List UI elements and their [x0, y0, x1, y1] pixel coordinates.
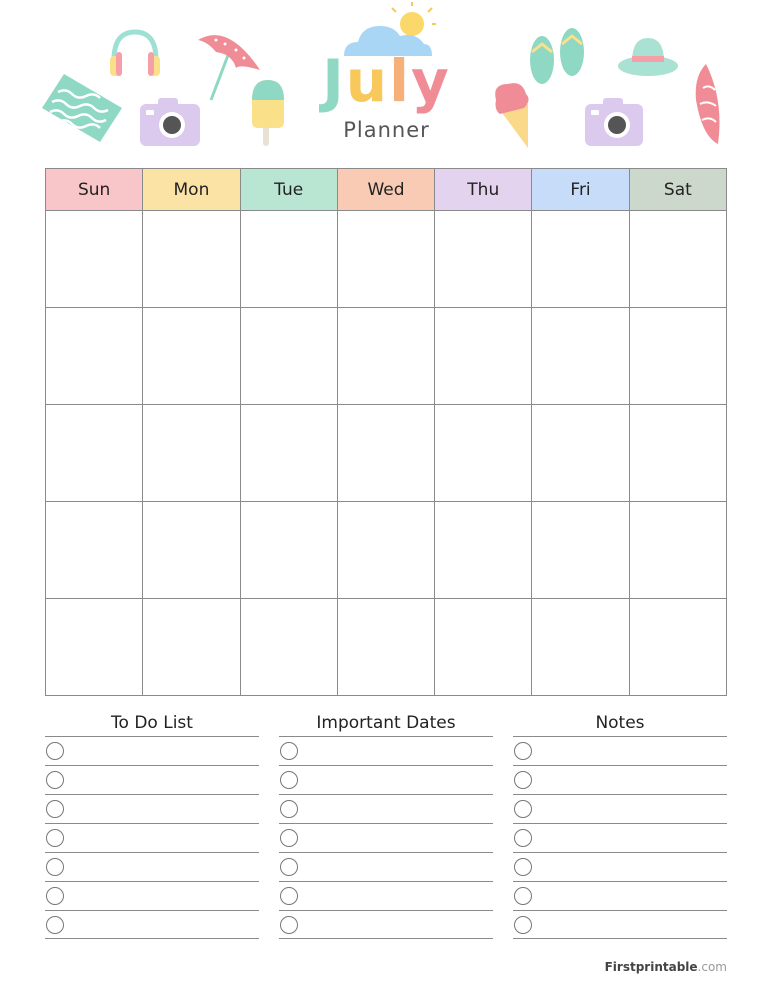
calendar-day-cell[interactable]: [46, 308, 143, 405]
list-item[interactable]: [513, 852, 727, 881]
calendar-day-cell[interactable]: [240, 405, 337, 502]
list-item[interactable]: [513, 765, 727, 794]
calendar-day-cell[interactable]: [629, 308, 726, 405]
list-item[interactable]: [279, 881, 493, 910]
title-letter: u: [345, 47, 390, 115]
list-item[interactable]: [45, 794, 259, 823]
weekday-thu: Thu: [435, 169, 532, 211]
calendar-day-cell[interactable]: [337, 308, 434, 405]
calendar-day-cell[interactable]: [46, 211, 143, 308]
checkbox-circle[interactable]: [46, 829, 64, 847]
sun-icon: [392, 2, 436, 36]
list-item[interactable]: [513, 823, 727, 852]
calendar-day-cell[interactable]: [629, 599, 726, 696]
checkbox-circle[interactable]: [514, 800, 532, 818]
calendar-week-row: [46, 405, 727, 502]
list-item[interactable]: [45, 765, 259, 794]
calendar-day-cell[interactable]: [629, 502, 726, 599]
calendar-day-cell[interactable]: [532, 308, 629, 405]
camera-icon: [585, 98, 643, 146]
checkbox-circle[interactable]: [46, 858, 64, 876]
list-item[interactable]: [279, 910, 493, 939]
checkbox-circle[interactable]: [514, 887, 532, 905]
calendar-week-row: [46, 211, 727, 308]
brand-suffix: .com: [697, 960, 727, 974]
calendar-day-cell[interactable]: [337, 502, 434, 599]
sun-hat-icon: [618, 38, 678, 76]
brand-name: Firstprintable: [604, 960, 698, 974]
surfboard-icon: [696, 64, 720, 144]
checkbox-circle[interactable]: [280, 887, 298, 905]
weekday-header-row: [46, 169, 727, 211]
calendar-day-cell[interactable]: [629, 211, 726, 308]
calendar-day-cell[interactable]: [240, 502, 337, 599]
beach-towel-icon: [42, 74, 122, 142]
calendar-day-cell[interactable]: [143, 308, 240, 405]
list-item[interactable]: [45, 881, 259, 910]
calendar-day-cell[interactable]: [435, 308, 532, 405]
list-item[interactable]: [45, 852, 259, 881]
list-item[interactable]: [513, 910, 727, 939]
calendar-day-cell[interactable]: [629, 405, 726, 502]
list-item[interactable]: [513, 881, 727, 910]
important-dates-list: [279, 710, 493, 939]
calendar-day-cell[interactable]: [46, 502, 143, 599]
calendar-day-cell[interactable]: [435, 405, 532, 502]
checkbox-circle[interactable]: [280, 742, 298, 760]
list-item[interactable]: [513, 736, 727, 765]
calendar-day-cell[interactable]: [240, 599, 337, 696]
ice-cream-icon: [495, 83, 528, 148]
list-item[interactable]: [279, 794, 493, 823]
weekday-wed: Wed: [337, 169, 434, 211]
checkbox-circle[interactable]: [280, 829, 298, 847]
weekday-sun: Sun: [46, 169, 143, 211]
checkbox-circle[interactable]: [280, 858, 298, 876]
calendar-day-cell[interactable]: [46, 599, 143, 696]
calendar-grid: [45, 168, 727, 696]
checkbox-circle[interactable]: [514, 829, 532, 847]
calendar-day-cell[interactable]: [532, 211, 629, 308]
checkbox-circle[interactable]: [46, 916, 64, 934]
beach-umbrella-icon: [198, 35, 260, 100]
calendar-day-cell[interactable]: [143, 599, 240, 696]
lists-section: [45, 710, 727, 950]
brand-footer: [605, 960, 727, 974]
calendar-day-cell[interactable]: [435, 502, 532, 599]
title-letter: J: [322, 47, 346, 115]
calendar-day-cell[interactable]: [240, 211, 337, 308]
checkbox-circle[interactable]: [514, 916, 532, 934]
weekday-tue: Tue: [240, 169, 337, 211]
checkbox-circle[interactable]: [514, 742, 532, 760]
todo-list: [45, 710, 259, 939]
headphones-icon: [110, 32, 160, 76]
weekday-fri: Fri: [532, 169, 629, 211]
calendar-day-cell[interactable]: [240, 308, 337, 405]
title-letter: l: [389, 47, 411, 115]
checkbox-circle[interactable]: [280, 800, 298, 818]
header: [0, 0, 773, 160]
page-subtitle: Planner: [343, 118, 430, 142]
checkbox-circle[interactable]: [280, 771, 298, 789]
calendar-day-cell[interactable]: [143, 502, 240, 599]
calendar-day-cell[interactable]: [337, 405, 434, 502]
calendar-week-row: [46, 599, 727, 696]
list-item[interactable]: [279, 765, 493, 794]
checkbox-circle[interactable]: [280, 916, 298, 934]
calendar-day-cell[interactable]: [435, 211, 532, 308]
todo-list-title: To Do List: [111, 713, 193, 733]
notes-list: [513, 710, 727, 939]
checkbox-circle[interactable]: [46, 800, 64, 818]
calendar-week-row: [46, 502, 727, 599]
flip-flops-icon: [530, 28, 584, 84]
camera-icon: [140, 98, 200, 146]
calendar-day-cell[interactable]: [143, 405, 240, 502]
weekday-sat: Sat: [629, 169, 726, 211]
calendar-day-cell[interactable]: [532, 599, 629, 696]
page-title-month: [300, 46, 473, 116]
list-item[interactable]: [279, 852, 493, 881]
calendar-day-cell[interactable]: [435, 599, 532, 696]
popsicle-icon: [252, 80, 284, 146]
title-letter: y: [410, 47, 451, 115]
list-item[interactable]: [45, 736, 259, 765]
calendar-day-cell[interactable]: [143, 211, 240, 308]
calendar-day-cell[interactable]: [532, 502, 629, 599]
notes-title: Notes: [595, 713, 645, 733]
checkbox-circle[interactable]: [514, 771, 532, 789]
calendar-week-row: [46, 308, 727, 405]
checkbox-circle[interactable]: [46, 742, 64, 760]
list-item[interactable]: [45, 910, 259, 939]
weekday-mon: Mon: [143, 169, 240, 211]
important-dates-title: Important Dates: [316, 713, 456, 733]
checkbox-circle[interactable]: [514, 858, 532, 876]
calendar-day-cell[interactable]: [337, 599, 434, 696]
calendar-day-cell[interactable]: [337, 211, 434, 308]
checkbox-circle[interactable]: [46, 887, 64, 905]
list-item[interactable]: [279, 823, 493, 852]
list-item[interactable]: [279, 736, 493, 765]
checkbox-circle[interactable]: [46, 771, 64, 789]
calendar-day-cell[interactable]: [46, 405, 143, 502]
calendar-day-cell[interactable]: [532, 405, 629, 502]
list-item[interactable]: [45, 823, 259, 852]
list-item[interactable]: [513, 794, 727, 823]
